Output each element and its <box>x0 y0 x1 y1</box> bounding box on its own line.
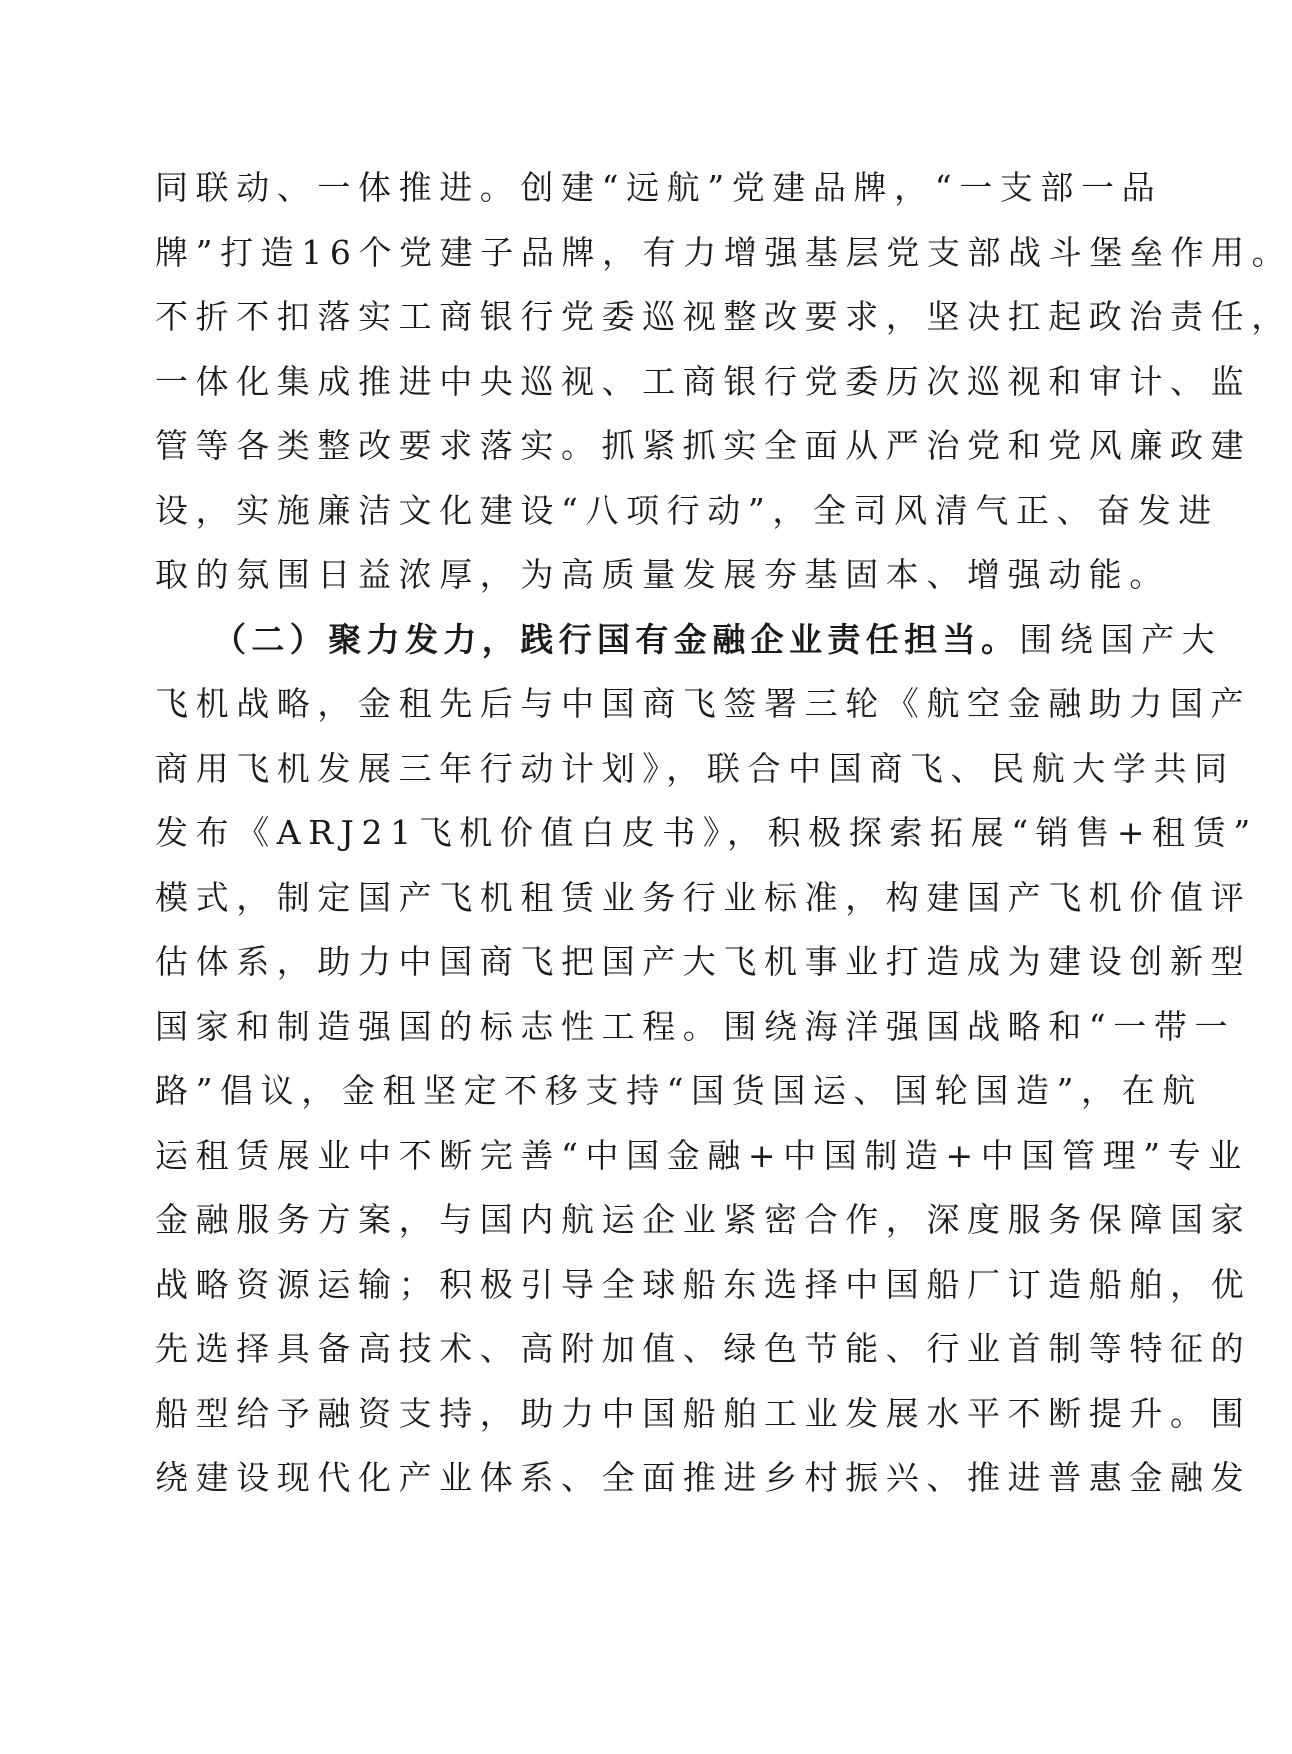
paragraph-line: 商用飞机发展三年行动计划》，联合中国商飞、民航大学共同 <box>155 748 1235 788</box>
paragraph-line: 管等各类整改要求落实。抓紧抓实全面从严治党和党风廉政建 <box>155 426 1252 465</box>
paragraph-line: 牌”打造16个党建子品牌，有力增强基层党支部战斗堡垒作用。 <box>155 232 1292 272</box>
paragraph-line: 先选择具备高技术、高附加值、绿色节能、行业首制等特征的 <box>155 1329 1252 1368</box>
section-heading: （二）聚力发力，践行国有金融企业责任担当。 <box>213 619 1020 659</box>
paragraph-line: 金融服务方案，与国内航运企业紧密合作，深度服务保障国家 <box>155 1200 1252 1239</box>
section-heading-line <box>155 608 1223 673</box>
paragraph-line: 运租赁展业中不断完善“中国金融+中国制造+中国管理”专业 <box>155 1135 1249 1175</box>
paragraph-line: 飞机战略，金租先后与中国商飞签署三轮《航空金融助力国产 <box>155 684 1252 723</box>
paragraph-line: 同联动、一体推进。创建“远航”党建品牌，“一支部一品 <box>155 168 1163 207</box>
section-first-line-rest: 围绕国产大 <box>1019 619 1223 659</box>
paragraph-line: 船型给予融资支持，助力中国船舶工业发展水平不断提升。围 <box>155 1393 1252 1433</box>
paragraph-line: 不折不扣落实工商银行党委巡视整改要求，坚决扛起政治责任， <box>155 297 1292 336</box>
paragraph-line: 绕建设现代化产业体系、全面推进乡村振兴、推进普惠金融发 <box>155 1458 1252 1497</box>
paragraph-line: 设，实施廉洁文化建设“八项行动”，全司风清气正、奋发进 <box>155 490 1219 530</box>
paragraph-line: 路”倡议，金租坚定不移支持“国货国运、国轮国造”，在航 <box>155 1071 1203 1110</box>
paragraph-line: 取的氛围日益浓厚，为高质量发展夯基固本、增强动能。 <box>155 555 1170 594</box>
body-text <box>155 156 1292 1511</box>
paragraph-line: 国家和制造强国的标志性工程。围绕海洋强国战略和“一带一 <box>155 1006 1236 1046</box>
paragraph-line: 估体系，助力中国商飞把国产大飞机事业打造成为建设创新型 <box>155 942 1252 981</box>
paragraph-line: 一体化集成推进中央巡视、工商银行党委历次巡视和审计、监 <box>155 361 1252 401</box>
paragraph-line: 模式，制定国产飞机租赁业务行业标准，构建国产飞机价值评 <box>155 877 1252 917</box>
paragraph-line: 战略资源运输；积极引导全球船东选择中国船厂订造船舶，优 <box>155 1264 1252 1304</box>
paragraph-line: 发布《ARJ21飞机价值白皮书》，积极探索拓展“销售+租赁” <box>155 813 1258 852</box>
